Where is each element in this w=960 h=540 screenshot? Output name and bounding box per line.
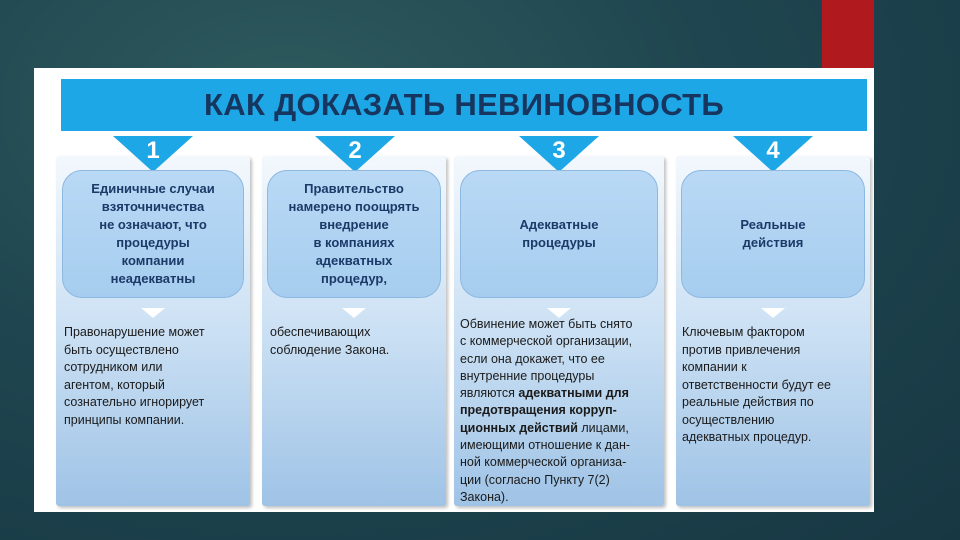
- body-line: [460, 402, 662, 419]
- red-accent-block: [822, 0, 874, 68]
- body-line: компании к: [682, 360, 747, 374]
- body-line: Правонарушение может: [64, 325, 205, 339]
- step-heading-3-text: Адекватные процедуры: [519, 217, 599, 250]
- step-pointer-4: [761, 308, 785, 318]
- step-number-2: 2: [348, 137, 362, 164]
- body-line: сознательно игнорирует: [64, 395, 205, 409]
- body-line: имеющими отношение к дан-: [460, 438, 631, 453]
- step-number-3: 3: [552, 137, 566, 164]
- step-heading-1: [62, 170, 244, 298]
- body-line: против привлечения: [682, 342, 801, 357]
- body-line: обеспечивающих: [270, 325, 371, 339]
- step-heading-3: [460, 170, 658, 298]
- body-line: адекватных процедур.: [682, 430, 812, 444]
- body-line: сотрудником или: [64, 360, 163, 374]
- step-body-4: [682, 324, 868, 447]
- body-emphasis: предотвращения корруп-: [460, 403, 617, 418]
- step-pointer-1: [141, 308, 165, 318]
- step-number-1: 1: [146, 137, 160, 164]
- body-text: являются: [460, 386, 519, 401]
- body-line: осуществлению: [682, 412, 775, 427]
- step-pointer-2: [342, 308, 366, 318]
- step-heading-4: [681, 170, 865, 298]
- body-line: ной коммерческой организа-: [460, 455, 627, 470]
- body-line: Обвинение может быть снято: [460, 317, 633, 331]
- body-line: реальные действия по: [682, 395, 814, 409]
- body-line: принципы компании.: [64, 412, 185, 427]
- step-body-3: [460, 316, 662, 506]
- body-emphasis: ционных действий: [460, 420, 578, 435]
- body-emphasis: адекватными для: [518, 386, 629, 401]
- body-line: [460, 385, 662, 402]
- body-line: Закона).: [460, 489, 509, 504]
- body-line: внутренние процедуры: [460, 368, 595, 383]
- step-number-4: 4: [766, 137, 780, 164]
- body-line: если она докажет, что ее: [460, 351, 605, 366]
- body-line: с коммерческой организации,: [460, 334, 633, 349]
- body-line: ответственности будут ее: [682, 377, 832, 392]
- body-text: лицами,: [577, 420, 629, 435]
- page-title: КАК ДОКАЗАТЬ НЕВИНОВНОСТЬ: [61, 79, 867, 131]
- body-line: [460, 420, 662, 437]
- body-line: Ключевым фактором: [682, 325, 805, 339]
- step-body-1: [64, 324, 248, 429]
- step-heading-1-text: Единичные случаи взяточничества не означают, что процедуры компании неадекватны: [91, 181, 215, 286]
- body-line: быть осуществлено: [64, 342, 179, 357]
- slide-content: [34, 68, 874, 512]
- step-body-2: [270, 324, 442, 359]
- body-line: агентом, который: [64, 377, 165, 392]
- step-heading-2: [267, 170, 441, 298]
- step-heading-4-text: Реальные действия: [740, 217, 806, 250]
- step-heading-2-text: Правительство намерено поощрять внедрение в компаниях адекватных процедур,: [288, 181, 420, 286]
- body-line: ции (согласно Пункту 7(2): [460, 472, 610, 487]
- body-line: соблюдение Закона.: [270, 342, 390, 357]
